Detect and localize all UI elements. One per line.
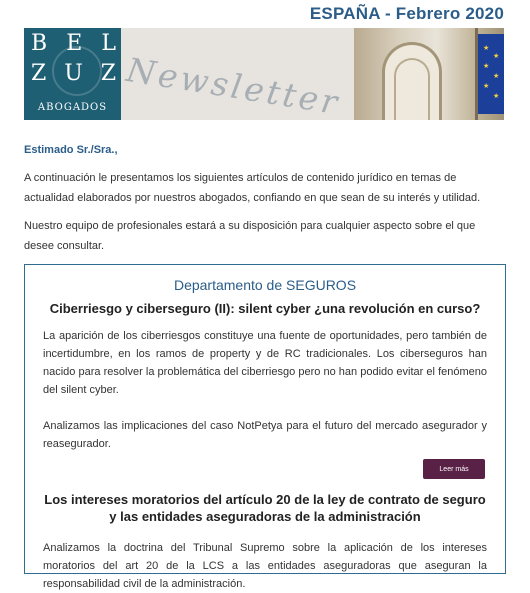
edition-title: ESPAÑA - Febrero 2020 <box>309 4 504 23</box>
article-summary: Analizamos la doctrina del Tribunal Supremo sobre la aplicación de los intereses moratorios del art 20 de la LCS a las entidades aseguradoras que aseguran la responsabilidad civil de la administración. <box>43 542 487 590</box>
inner-arch-decoration <box>394 58 430 120</box>
article-title[interactable]: Ciberriesgo y ciberseguro (II): silent cyber ¿una revolución en curso? <box>49 301 481 316</box>
spain-eu-flag-icon: ★ ★ ★ ★ ★ ★ <box>478 34 504 114</box>
newsletter-wordmark: Newsletter <box>123 50 343 123</box>
logo-line-1: B E L <box>31 31 116 56</box>
building-photo <box>354 28 504 120</box>
logo-subtitle: ABOGADOS <box>37 102 108 113</box>
read-more-button[interactable]: Leer más <box>423 459 485 479</box>
article-title[interactable]: Los intereses moratorios del artículo 20 de la ley de contrato de seguro y las entidades aseguradoras de la administración <box>44 492 486 524</box>
article-summary: La aparición de los ciberriesgos constituye una fuente de oportunidades, pero también de incertidumbre, en los ramos de property y de RC tradicionales. Los ciberseguros han nacido para resolver la problemática del ciberriesgo pero no han podido evitar el fenómeno del silent cyber. <box>43 330 487 396</box>
greeting: Estimado Sr./Sra., <box>24 144 118 156</box>
department-section <box>24 264 506 590</box>
belzuz-logo[interactable] <box>24 28 121 120</box>
button-row <box>43 459 487 483</box>
availability-paragraph: Nuestro equipo de profesionales estará a su disposición para cualquier aspecto sobre el que desee consultar. <box>24 220 476 252</box>
header-banner <box>24 28 504 123</box>
article-summary-extra: Analizamos las implicaciones del caso NotPetya para el futuro del mercado asegurador y reasegurador. <box>43 420 487 450</box>
top-band <box>0 0 530 28</box>
logo-line-2: Z U Z <box>31 61 116 86</box>
intro-paragraph: A continuación le presentamos los siguientes artículos de contenido jurídico en temas de actualidad elaborados por nuestros abogados, confiando en que sean de su interés y utilidad. <box>24 172 481 204</box>
department-title: Departamento de SEGUROS <box>173 277 357 293</box>
